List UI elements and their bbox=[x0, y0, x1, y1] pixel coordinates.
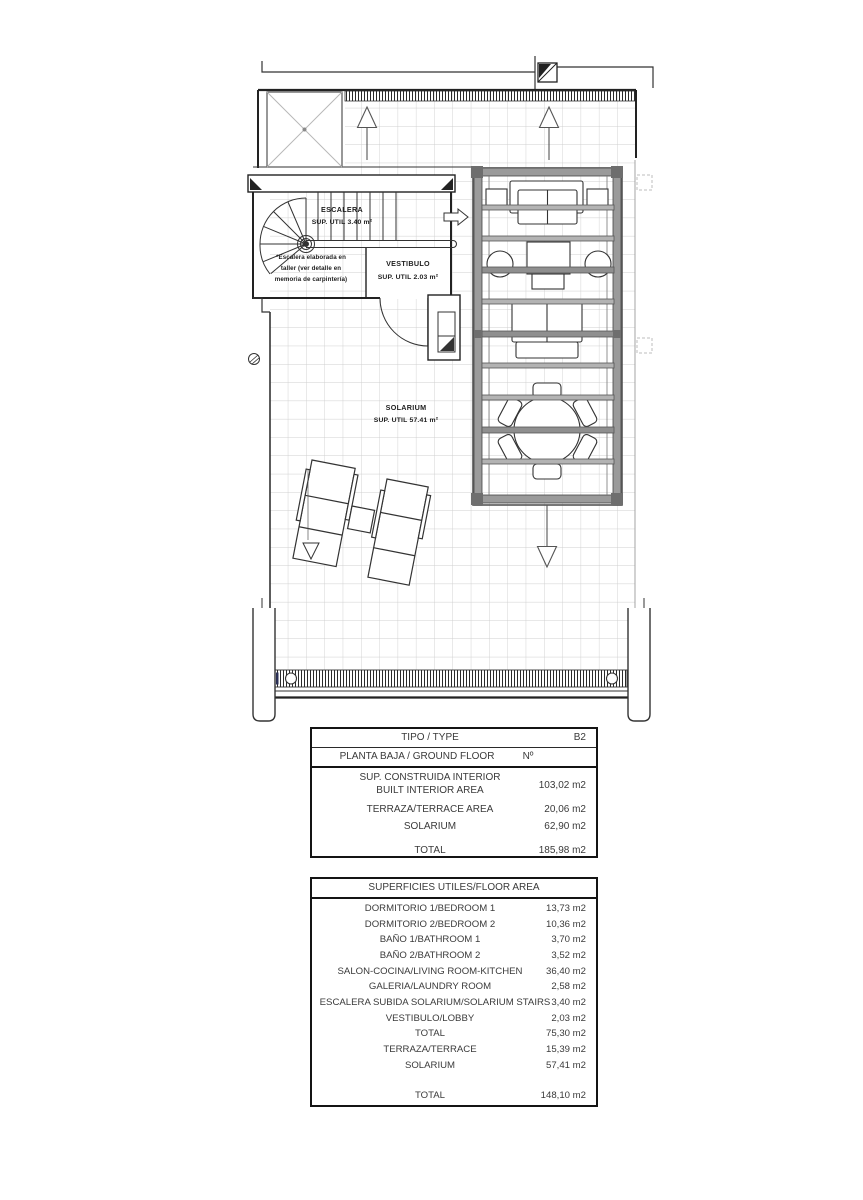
side-table bbox=[348, 506, 375, 533]
row-label: SOLARIUM bbox=[403, 820, 457, 832]
row-label: TOTAL bbox=[414, 1028, 446, 1040]
escalera-note-3: memoria de carpintería) bbox=[274, 276, 348, 283]
row-value: 3,40 m2 bbox=[551, 997, 586, 1009]
total-label: TOTAL bbox=[414, 1089, 446, 1101]
escalera-area: SUP. UTIL 3.40 m² bbox=[311, 219, 373, 226]
row-label: TERRAZA/TERRACE bbox=[383, 1044, 477, 1056]
row-label: BUILT INTERIOR AREA bbox=[376, 785, 484, 796]
table-row bbox=[312, 948, 596, 964]
vestibulo-area: SUP. UTIL 2.03 m² bbox=[377, 274, 439, 281]
type-area-table bbox=[310, 727, 598, 858]
vestibulo-label: VESTIBULO bbox=[386, 259, 430, 268]
row-label: BAÑO 1/BATHROOM 1 bbox=[379, 934, 481, 946]
row-value: 13,73 m2 bbox=[545, 903, 586, 915]
table-total-row bbox=[312, 842, 596, 859]
row-label: SALON-COCINA/LIVING ROOM-KITCHEN bbox=[337, 965, 523, 977]
row-value: 15,39 m2 bbox=[545, 1044, 586, 1056]
row-label: TIPO / TYPE bbox=[401, 732, 459, 743]
row-value: 3,70 m2 bbox=[551, 934, 586, 946]
row-value: Nº bbox=[522, 751, 534, 762]
stair-beam bbox=[248, 175, 455, 192]
row-label: DORMITORIO 2/BEDROOM 2 bbox=[364, 918, 496, 930]
section-marker-icon bbox=[538, 63, 557, 82]
table-row bbox=[312, 748, 596, 768]
escalera-label: ESCALERA bbox=[321, 205, 363, 214]
drain-icon bbox=[249, 354, 260, 365]
table-total-row bbox=[312, 1088, 596, 1104]
cabinet bbox=[428, 295, 460, 360]
table-row bbox=[312, 964, 596, 980]
table-row bbox=[312, 729, 596, 748]
table-row bbox=[312, 979, 596, 995]
row-value: 36,40 m2 bbox=[545, 965, 586, 977]
table-row bbox=[312, 995, 596, 1011]
sofa-bottom bbox=[512, 302, 582, 358]
row-label: SUP. CONSTRUIDA INTERIOR bbox=[359, 772, 501, 783]
total-value: 185,98 m2 bbox=[538, 844, 586, 856]
row-value: 57,41 m2 bbox=[545, 1059, 586, 1071]
table-row bbox=[312, 932, 596, 948]
row-value: 75,30 m2 bbox=[545, 1028, 586, 1040]
solarium-label: SOLARIUM bbox=[385, 403, 427, 412]
downlight-icons bbox=[637, 175, 652, 353]
table-row bbox=[312, 901, 596, 917]
row-value: B2 bbox=[573, 732, 586, 743]
row-label: SOLARIUM bbox=[404, 1059, 456, 1071]
table-row bbox=[312, 1011, 596, 1027]
row-value: 10,36 m2 bbox=[545, 918, 586, 930]
solarium-area: SUP. UTIL 57.41 m² bbox=[373, 417, 439, 424]
table-row bbox=[312, 1027, 596, 1043]
total-value: 148,10 m2 bbox=[540, 1089, 586, 1101]
row-label: PLANTA BAJA / GROUND FLOOR bbox=[339, 751, 495, 762]
table-row bbox=[312, 818, 596, 835]
table-row bbox=[312, 801, 596, 818]
table-header-row bbox=[312, 879, 596, 899]
skylight bbox=[267, 92, 342, 167]
row-label: TERRAZA/TERRACE AREA bbox=[366, 803, 494, 815]
row-value: 2,58 m2 bbox=[551, 981, 586, 993]
parapet-lines bbox=[262, 56, 653, 90]
table-row bbox=[312, 1058, 596, 1074]
table-title: SUPERFICIES UTILES/FLOOR AREA bbox=[368, 882, 540, 893]
escalera-note-2: taller (ver detalle en bbox=[280, 265, 342, 272]
row-label: VESTIBULO/LOBBY bbox=[385, 1012, 475, 1024]
escalera-note-1: *Escalera elaborada en bbox=[276, 254, 346, 261]
row-label: BAÑO 2/BATHROOM 2 bbox=[379, 950, 481, 962]
row-value: 3,52 m2 bbox=[551, 950, 586, 962]
row-value: 103,02 m2 bbox=[538, 779, 586, 791]
total-label: TOTAL bbox=[414, 844, 446, 856]
pilaster bbox=[253, 608, 275, 721]
row-label: DORMITORIO 1/BEDROOM 1 bbox=[364, 903, 496, 915]
table-row bbox=[312, 770, 596, 801]
row-value: 20,06 m2 bbox=[544, 803, 586, 815]
top-hatched-wall bbox=[345, 91, 635, 101]
row-label: GALERIA/LAUNDRY ROOM bbox=[368, 981, 492, 993]
vestibule-room bbox=[366, 247, 451, 299]
table-row bbox=[312, 1042, 596, 1058]
row-value: 62,90 m2 bbox=[544, 820, 586, 832]
floor-area-table bbox=[310, 877, 598, 1107]
pilaster bbox=[628, 608, 650, 721]
table-row bbox=[312, 917, 596, 933]
row-label: ESCALERA SUBIDA SOLARIUM/SOLARIUM STAIRS bbox=[319, 997, 551, 1009]
row-value: 2,03 m2 bbox=[551, 1012, 586, 1024]
